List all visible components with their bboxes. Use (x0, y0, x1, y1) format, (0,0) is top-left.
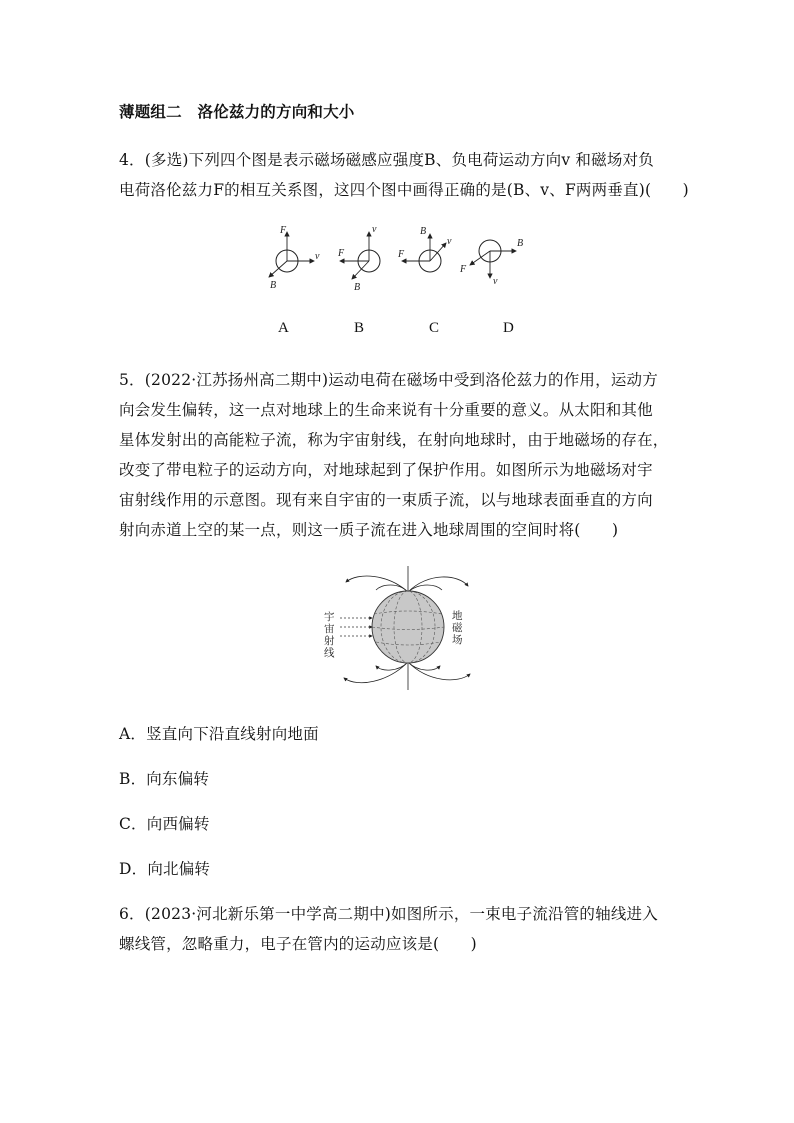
question-4-line-1: 4．(多选)下列四个图是表示磁场磁感应强度B、负电荷运动方向v 和磁场对负 (119, 151, 654, 169)
question-5-line-1: 5．(2022·江苏扬州高二期中)运动电荷在磁场中受到洛伦兹力的作用，运动方 (119, 371, 658, 389)
field-label-1: 地 (452, 611, 463, 622)
option-b: B．向东偏转 (119, 770, 210, 788)
option-d: D．向北偏转 (119, 860, 211, 878)
question-5-line-2: 向会发生偏转，这一点对地球上的生命来说有十分重要的意义。从太阳和其他 (119, 401, 653, 419)
question-6-line-1: 6．(2023·河北新乐第一中学高二期中)如图所示，一束电子流沿管的轴线进入 (119, 905, 658, 923)
diagram-b-letter: B (354, 320, 365, 336)
field-label-2: 磁 (452, 623, 463, 634)
diagram-c-letter: C (429, 320, 440, 336)
diagram-b-label-2: v (372, 224, 377, 235)
question-6-line-2: 螺线管，忽略重力，电子在管内的运动应该是( ) (119, 935, 477, 953)
diagram-d-letter: D (503, 320, 514, 336)
diagram-d-label-2: F (460, 264, 467, 275)
diagram-c (397, 226, 452, 272)
diagram-a-label-2: v (315, 251, 320, 262)
question-4-line-2: 电荷洛伦兹力F的相互关系图，这四个图中画得正确的是(B、v、F两两垂直)( ) (119, 181, 689, 199)
question-5-line-5: 宙射线作用的示意图。现有来自宇宙的一束质子流，以与地球表面垂直的方向 (119, 491, 653, 509)
cosmic-ray-label-1: 宇 (324, 612, 335, 623)
q4-diagrams (260, 222, 535, 294)
section-title: 薄题组二 洛伦兹力的方向和大小 (119, 102, 355, 121)
field-label-3: 场 (452, 635, 463, 646)
geomagnetic-field-figure (318, 564, 478, 692)
diagram-d-label-3: v (493, 276, 498, 287)
diagram-b (337, 224, 380, 293)
diagram-a-label-1: F (280, 225, 287, 236)
cosmic-ray-label-2: 宙 (324, 624, 335, 635)
diagram-c-label-1: B (420, 226, 427, 237)
diagram-c-label-2: F (398, 249, 405, 260)
diagram-c-label-3: v (447, 236, 452, 247)
diagram-a-letter: A (278, 320, 289, 336)
diagram-a (269, 225, 320, 291)
diagram-d (459, 238, 523, 287)
question-5-line-3: 星体发射出的高能粒子流，称为宇宙射线，在射向地球时，由于地磁场的存在， (119, 431, 669, 449)
question-5-line-4: 改变了带电粒子的运动方向，对地球起到了保护作用。如图所示为地磁场对宇 (119, 461, 653, 479)
diagram-d-label-1: B (517, 238, 524, 249)
cosmic-ray-label-3: 射 (324, 636, 335, 647)
diagram-a-label-3: B (270, 280, 277, 291)
cosmic-ray-label-4: 线 (324, 648, 335, 659)
option-a: A．竖直向下沿直线射向地面 (119, 725, 319, 743)
diagram-b-label-1: F (338, 248, 345, 259)
question-5-line-6: 射向赤道上空的某一点，则这一质子流在进入地球周围的空间时将( ) (119, 521, 619, 539)
option-c: C．向西偏转 (119, 815, 210, 833)
diagram-b-label-3: B (354, 282, 361, 293)
